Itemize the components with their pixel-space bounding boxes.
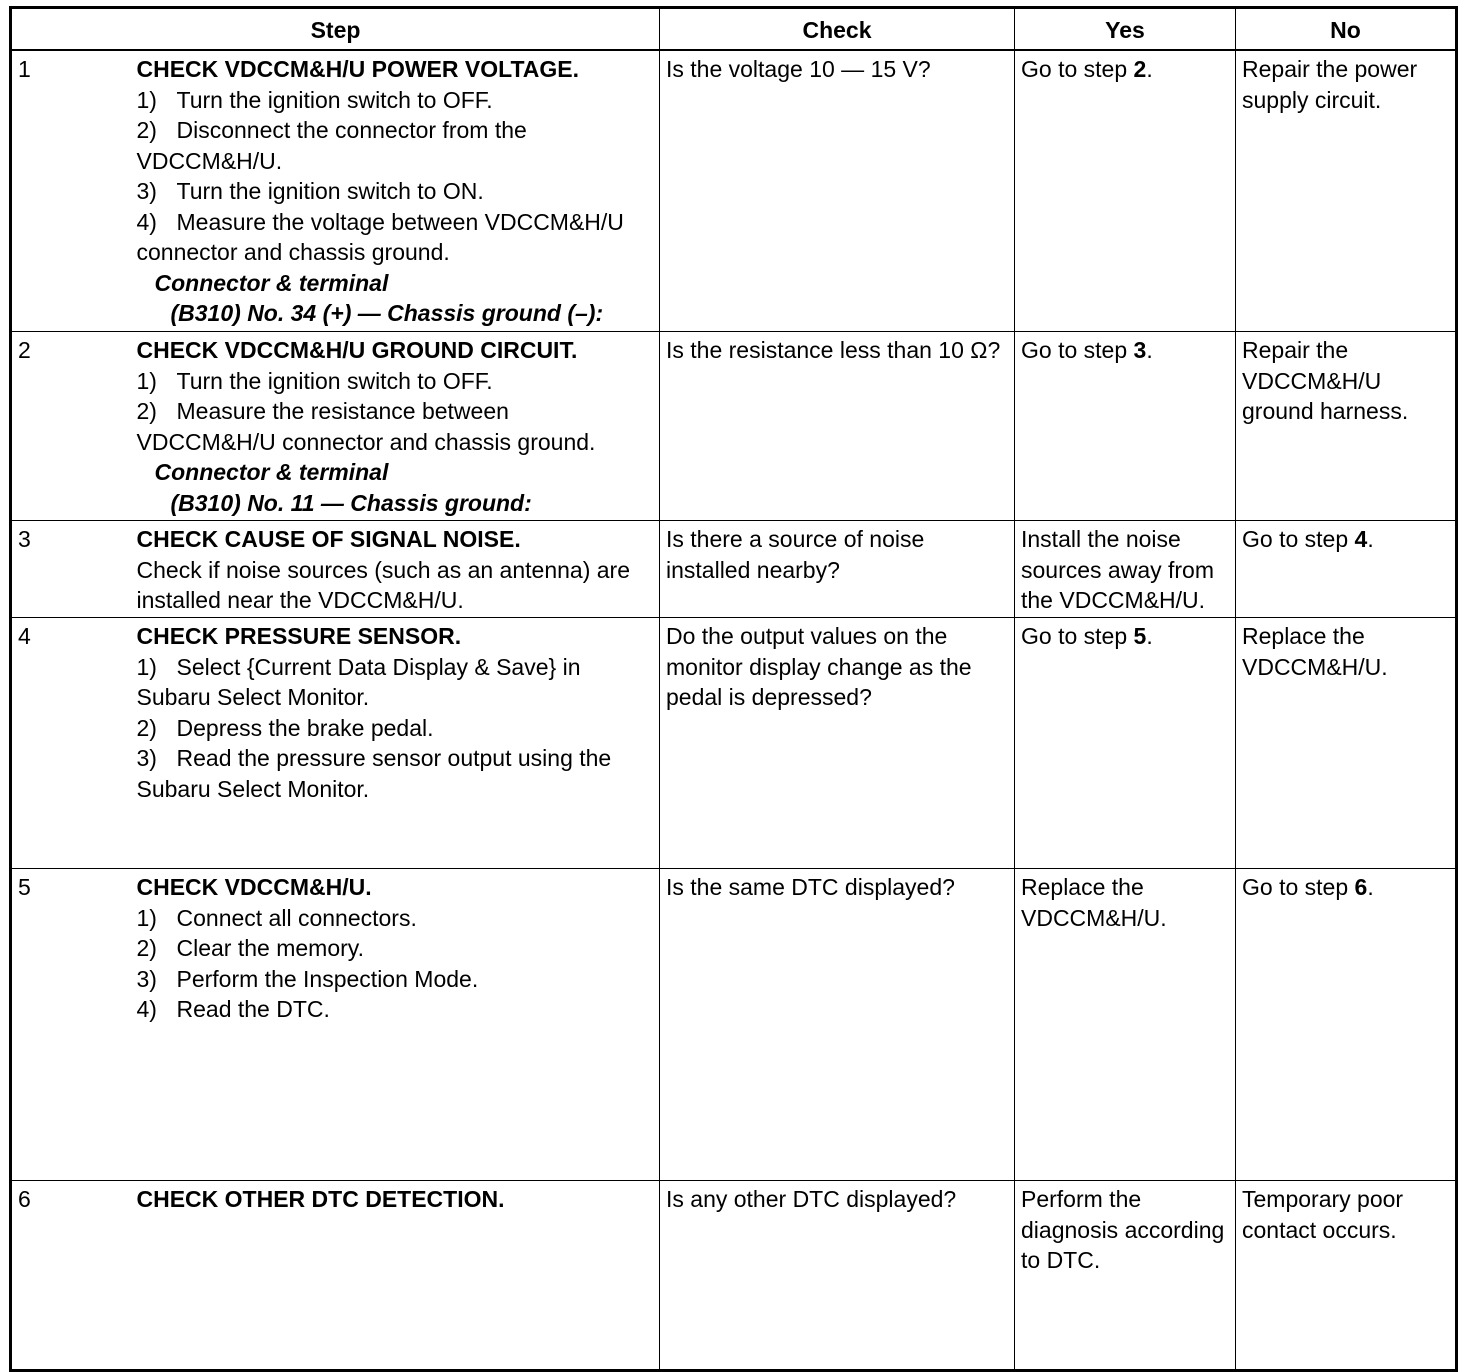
no-step-ref: 4 bbox=[1354, 526, 1368, 552]
step-title: CHECK VDCCM&H/U GROUND CIRCUIT. bbox=[136, 337, 578, 363]
sub-step bbox=[137, 743, 654, 804]
step-title: CHECK VDCCM&H/U POWER VOLTAGE. bbox=[136, 56, 580, 82]
sub-step bbox=[137, 933, 654, 964]
sub-step-number: 3) bbox=[136, 745, 157, 771]
no-cell: Temporary poor contact occurs. bbox=[1236, 1181, 1457, 1371]
yes-cell: Install the noise sources away from the VDCCM&H/U. bbox=[1015, 521, 1236, 618]
diagnostic-table bbox=[9, 6, 1458, 1372]
yes-suffix: . bbox=[1146, 56, 1153, 82]
sub-step-text: Perform the Inspection Mode. bbox=[176, 965, 479, 992]
table-row bbox=[11, 50, 1457, 332]
sub-step-text: Turn the ignition switch to OFF. bbox=[176, 86, 493, 113]
yes-step-ref: 3 bbox=[1133, 337, 1147, 363]
connector-label: Connector & terminal bbox=[154, 459, 389, 485]
no-suffix: . bbox=[1367, 874, 1374, 900]
sub-step-text: Turn the ignition switch to OFF. bbox=[176, 367, 493, 394]
yes-suffix: . bbox=[1146, 337, 1153, 363]
table-row bbox=[11, 332, 1457, 521]
no-suffix: . bbox=[1367, 526, 1374, 552]
sub-step-text: Read the pressure sensor output using the Subaru Select Monitor. bbox=[136, 745, 612, 802]
step-title: CHECK VDCCM&H/U. bbox=[136, 874, 372, 900]
yes-cell bbox=[1015, 332, 1236, 521]
sub-step-text: Measure the voltage between VDCCM&H/U connector and chassis ground. bbox=[136, 208, 624, 265]
step-number: 2 bbox=[11, 332, 131, 521]
no-prefix: Go to step bbox=[1242, 526, 1355, 552]
step-description bbox=[131, 521, 660, 618]
sub-step-text: Clear the memory. bbox=[176, 935, 364, 961]
step-number: 6 bbox=[11, 1181, 131, 1371]
step-description bbox=[131, 332, 660, 521]
sub-step bbox=[137, 366, 654, 397]
step-description bbox=[131, 869, 660, 1181]
sub-step bbox=[137, 964, 654, 995]
sub-step-number: 1) bbox=[136, 653, 157, 680]
sub-step-text: Select {Current Data Display & Save} in Subaru Select Monitor. bbox=[136, 653, 581, 710]
no-cell: Replace the VDCCM&H/U. bbox=[1236, 618, 1457, 869]
sub-step-number: 1) bbox=[136, 904, 157, 931]
sub-step-number: 3) bbox=[136, 965, 157, 992]
sub-step-number: 3) bbox=[136, 178, 157, 204]
sub-step-number: 4) bbox=[136, 208, 157, 235]
yes-cell bbox=[1015, 50, 1236, 332]
yes-step-ref: 2 bbox=[1133, 56, 1147, 82]
check-cell: Is the same DTC displayed? bbox=[660, 869, 1015, 1181]
sub-step bbox=[137, 85, 654, 116]
terminal-spec: (B310) No. 11 — Chassis ground: bbox=[170, 489, 532, 516]
step-title: CHECK CAUSE OF SIGNAL NOISE. bbox=[136, 526, 521, 552]
sub-step-number: 2) bbox=[136, 117, 157, 143]
step-number: 4 bbox=[11, 618, 131, 869]
header-step: Step bbox=[11, 8, 660, 51]
check-cell: Is any other DTC displayed? bbox=[660, 1181, 1015, 1371]
header-yes: Yes bbox=[1015, 8, 1236, 51]
terminal-spec: (B310) No. 34 (+) — Chassis ground (–): bbox=[170, 300, 604, 326]
sub-step-text: Connect all connectors. bbox=[176, 904, 417, 931]
step-description bbox=[131, 618, 660, 869]
sub-step bbox=[137, 713, 654, 744]
yes-prefix: Go to step bbox=[1021, 56, 1134, 82]
sub-step-number: 1) bbox=[136, 367, 157, 394]
sub-step bbox=[137, 115, 654, 176]
table-row bbox=[11, 521, 1457, 618]
sub-step-text: Turn the ignition switch to ON. bbox=[176, 178, 484, 204]
sub-step-number: 2) bbox=[136, 935, 157, 961]
yes-cell bbox=[1015, 618, 1236, 869]
yes-suffix: . bbox=[1146, 623, 1153, 649]
step-description bbox=[131, 1181, 660, 1371]
sub-step-number: 4) bbox=[136, 996, 157, 1022]
step-number: 5 bbox=[11, 869, 131, 1181]
sub-step-text: Read the DTC. bbox=[176, 996, 330, 1022]
sub-step-text: Disconnect the connector from the VDCCM&H/U. bbox=[136, 117, 527, 174]
no-cell: Repair the VDCCM&H/U ground harness. bbox=[1236, 332, 1457, 521]
step-number: 3 bbox=[11, 521, 131, 618]
header-check: Check bbox=[660, 8, 1015, 51]
step-title: CHECK PRESSURE SENSOR. bbox=[136, 623, 462, 649]
step-number: 1 bbox=[11, 50, 131, 332]
table-row bbox=[11, 1181, 1457, 1371]
check-cell: Is there a source of noise installed nearby? bbox=[660, 521, 1015, 618]
sub-step bbox=[137, 903, 654, 934]
header-row bbox=[11, 8, 1457, 51]
sub-step-number: 2) bbox=[136, 398, 157, 424]
sub-step bbox=[137, 652, 654, 713]
header-no: No bbox=[1236, 8, 1457, 51]
no-cell: Repair the power supply circuit. bbox=[1236, 50, 1457, 332]
sub-step-text: Measure the resistance between VDCCM&H/U connector and chassis ground. bbox=[136, 398, 596, 455]
sub-step-number: 2) bbox=[136, 714, 157, 741]
sub-step bbox=[137, 176, 654, 207]
sub-step-text: Depress the brake pedal. bbox=[176, 714, 434, 741]
yes-cell: Perform the diagnosis according to DTC. bbox=[1015, 1181, 1236, 1371]
check-cell: Is the resistance less than 10 Ω? bbox=[660, 332, 1015, 521]
yes-cell: Replace the VDCCM&H/U. bbox=[1015, 869, 1236, 1181]
yes-step-ref: 5 bbox=[1133, 623, 1147, 649]
yes-prefix: Go to step bbox=[1021, 337, 1134, 363]
table-row bbox=[11, 869, 1457, 1181]
no-prefix: Go to step bbox=[1242, 874, 1355, 900]
no-cell bbox=[1236, 869, 1457, 1181]
step-title: CHECK OTHER DTC DETECTION. bbox=[136, 1186, 505, 1212]
step-description bbox=[131, 50, 660, 332]
sub-step bbox=[137, 207, 654, 268]
check-cell: Is the voltage 10 — 15 V? bbox=[660, 50, 1015, 332]
step-body: Check if noise sources (such as an antenna) are installed near the VDCCM&H/U. bbox=[136, 556, 630, 613]
table-row bbox=[11, 618, 1457, 869]
sub-step bbox=[137, 994, 654, 1025]
connector-label: Connector & terminal bbox=[154, 269, 389, 296]
check-cell: Do the output values on the monitor display change as the pedal is depressed? bbox=[660, 618, 1015, 869]
yes-prefix: Go to step bbox=[1021, 623, 1134, 649]
sub-step-number: 1) bbox=[136, 86, 157, 113]
no-step-ref: 6 bbox=[1354, 874, 1368, 900]
sub-step bbox=[137, 396, 654, 457]
no-cell bbox=[1236, 521, 1457, 618]
